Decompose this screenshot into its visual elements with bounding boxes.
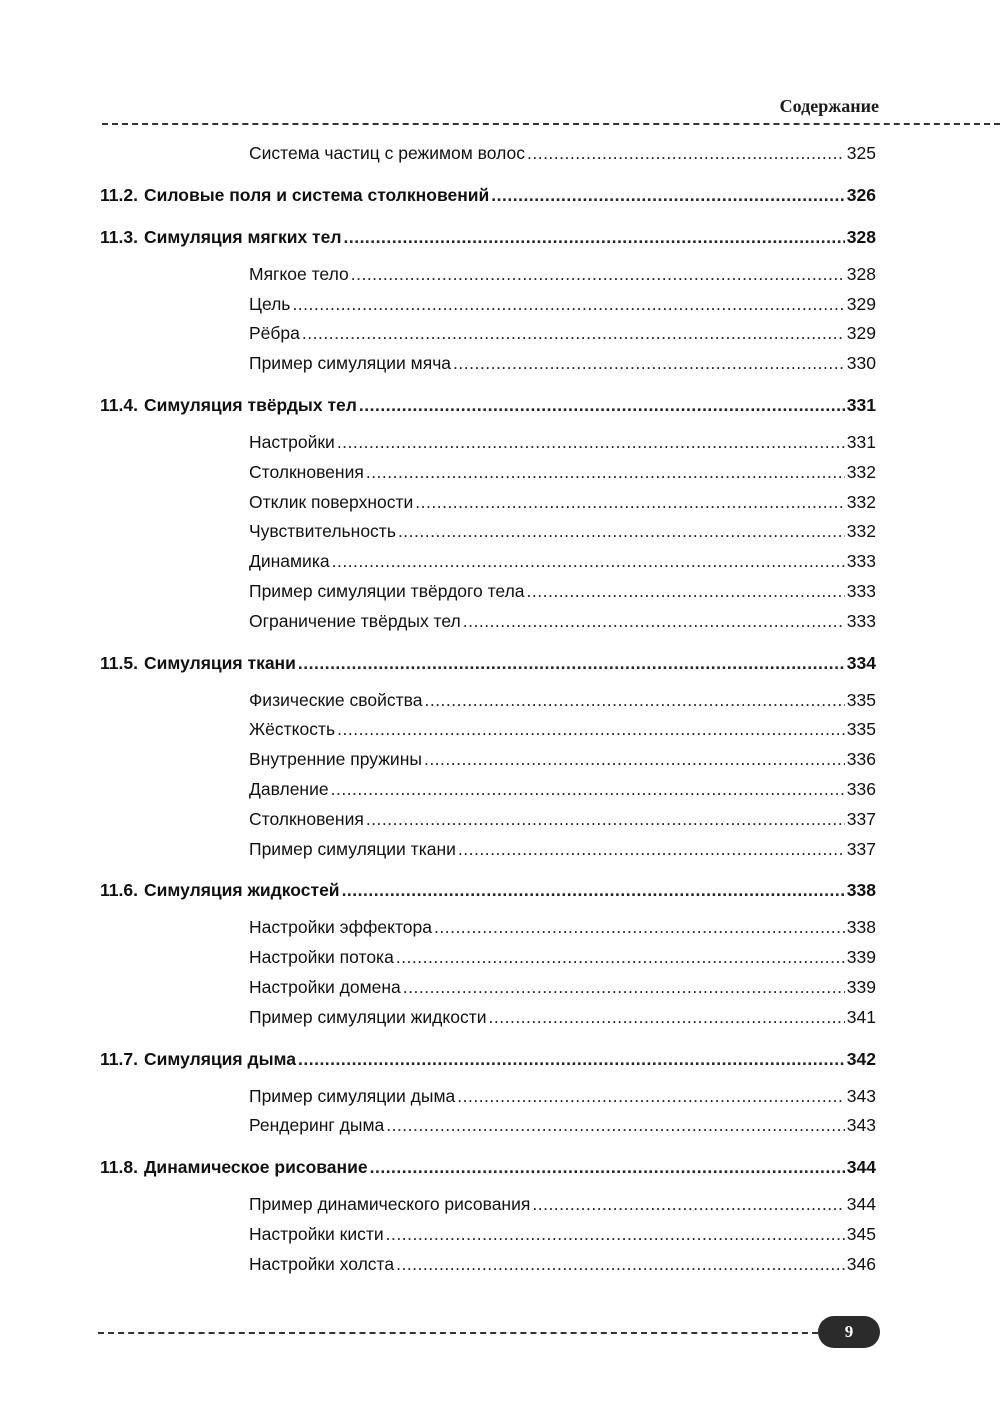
toc-section-entry[interactable] xyxy=(100,1049,876,1079)
dot-leader xyxy=(491,185,845,206)
toc-entry-title: Физические свойства xyxy=(249,689,423,710)
toc-entry-page-number: 336 xyxy=(846,749,876,770)
toc-entry-page-number: 338 xyxy=(846,917,876,938)
toc-entry-title: Настройки xyxy=(249,431,335,452)
dot-leader xyxy=(302,323,845,344)
toc-entry-title: Настройки эффектора xyxy=(249,917,432,938)
toc-entry-number: 11.7. xyxy=(100,1048,138,1069)
toc-subsection-entry[interactable] xyxy=(100,492,876,522)
header-dashed-rule xyxy=(102,123,1000,125)
running-header-title: Содержание xyxy=(779,96,879,116)
page-header xyxy=(0,94,1000,130)
toc-entry-number: 11.4. xyxy=(100,394,138,415)
toc-section-entry[interactable] xyxy=(100,227,876,257)
toc-entry-title: Чувствительность xyxy=(249,521,396,542)
toc-entry-title: Пример симуляции жидкости xyxy=(249,1006,487,1027)
toc-subsection-entry[interactable] xyxy=(100,779,876,809)
toc-entry-title: Столкновения xyxy=(249,461,364,482)
dot-leader xyxy=(434,917,845,938)
toc-subsection-entry[interactable] xyxy=(100,264,876,294)
toc-entry-title: Симуляция дыма xyxy=(143,1048,296,1069)
toc-entry-page-number: 329 xyxy=(846,323,876,344)
dot-leader xyxy=(463,611,845,632)
dot-leader xyxy=(298,653,845,674)
toc-section-entry[interactable] xyxy=(100,1157,876,1187)
dot-leader xyxy=(527,581,845,602)
dot-leader xyxy=(415,492,845,513)
dot-leader xyxy=(351,264,845,285)
toc-entry-title: Настройки домена xyxy=(249,976,401,997)
dot-leader xyxy=(457,1086,845,1107)
toc-entry-page-number: 336 xyxy=(846,778,876,799)
toc-entry-page-number: 328 xyxy=(846,226,876,247)
dot-leader xyxy=(337,432,845,453)
dot-leader xyxy=(366,809,845,830)
toc-entry-page-number: 332 xyxy=(846,491,876,512)
toc-subsection-entry[interactable] xyxy=(100,462,876,492)
toc-entry-page-number: 331 xyxy=(846,431,876,452)
toc-subsection-entry[interactable] xyxy=(100,1224,876,1254)
toc-entry-title: Пример симуляции дыма xyxy=(249,1085,456,1106)
toc-entry-title: Давление xyxy=(249,778,329,799)
toc-entry-title: Пример симуляции твёрдого тела xyxy=(249,580,525,601)
toc-subsection-entry[interactable] xyxy=(100,432,876,462)
toc-entry-title: Пример динамического рисования xyxy=(249,1194,531,1215)
toc-entry-page-number: 343 xyxy=(846,1085,876,1106)
footer-dashed-rule xyxy=(98,1332,818,1334)
dot-leader xyxy=(331,779,845,800)
toc-section-entry[interactable] xyxy=(100,653,876,683)
toc-subsection-entry[interactable] xyxy=(100,581,876,611)
toc-entry-title: Система частиц с режимом волос xyxy=(249,143,525,163)
toc-entry-page-number: 343 xyxy=(846,1115,876,1136)
dot-leader xyxy=(458,839,845,860)
toc-subsection-entry[interactable] xyxy=(100,611,876,641)
toc-entry-title: Симуляция жидкостей xyxy=(143,880,340,901)
dot-leader xyxy=(396,1254,845,1275)
dot-leader xyxy=(343,227,844,248)
toc-entry-page-number: 341 xyxy=(846,1006,876,1027)
toc-entry-page-number: 333 xyxy=(846,551,876,572)
toc-entry-page-number: 345 xyxy=(846,1223,876,1244)
toc-subsection-entry[interactable] xyxy=(100,749,876,779)
toc-subsection-entry[interactable] xyxy=(100,1194,876,1224)
dot-leader xyxy=(292,294,844,315)
toc-entry-title: Мягкое тело xyxy=(249,263,349,284)
toc-entry-title: Отклик поверхности xyxy=(249,491,414,512)
toc-entry-number: 11.6. xyxy=(100,880,138,901)
dot-leader xyxy=(342,880,845,901)
toc-entry-number: 11.8. xyxy=(100,1157,138,1178)
toc-section-entry[interactable] xyxy=(100,395,876,425)
toc-entry-page-number: 332 xyxy=(846,521,876,542)
dot-leader xyxy=(370,1157,845,1178)
dot-leader xyxy=(386,1115,845,1136)
toc-entry-number: 11.3. xyxy=(100,226,138,247)
toc-entry-title: Ограничение твёрдых тел xyxy=(249,610,461,631)
page-footer xyxy=(0,1314,1000,1354)
toc-subsection-entry[interactable] xyxy=(100,809,876,839)
toc-entry-title: Пример симуляции ткани xyxy=(249,838,456,859)
toc-entry-page-number: 344 xyxy=(846,1157,876,1178)
toc-entry-page-number: 335 xyxy=(846,689,876,710)
toc-subsection-entry[interactable] xyxy=(100,1007,876,1037)
dot-leader xyxy=(453,353,845,374)
dot-leader xyxy=(489,1007,845,1028)
dot-leader xyxy=(298,1049,845,1070)
toc-subsection-entry[interactable] xyxy=(100,353,876,383)
toc-entry-number: 11.2. xyxy=(100,184,138,205)
toc-entry-page-number: 330 xyxy=(846,353,876,374)
toc-entry-title: Настройки кисти xyxy=(249,1223,384,1244)
toc-entry-page-number: 337 xyxy=(846,808,876,829)
toc-entry-page-number: 333 xyxy=(846,580,876,601)
toc-subsection-entry[interactable] xyxy=(100,323,876,353)
toc-entry-title: Рендеринг дыма xyxy=(249,1115,385,1136)
toc-entry-page-number: 329 xyxy=(846,293,876,314)
toc-entry-page-number: 339 xyxy=(846,976,876,997)
toc-entry-page-number: 328 xyxy=(846,263,876,284)
toc-entry-title: Динамическое рисование xyxy=(143,1157,368,1178)
toc-entry-title: Жёсткость xyxy=(249,719,336,740)
toc-subsection-entry[interactable] xyxy=(100,521,876,551)
toc-subsection-entry[interactable] xyxy=(100,1086,876,1116)
dot-leader xyxy=(527,143,845,164)
dot-leader xyxy=(424,690,844,711)
dot-leader xyxy=(386,1224,845,1245)
toc-entry-page-number: 326 xyxy=(846,184,876,205)
toc-entry-page-number: 332 xyxy=(846,461,876,482)
toc-entry-page-number: 346 xyxy=(846,1253,876,1274)
toc-entry-title: Настройки холста xyxy=(249,1253,395,1274)
toc-entry-title: Рёбра xyxy=(249,323,300,344)
toc-subsection-entry[interactable] xyxy=(100,1254,876,1284)
toc-entry-title: Столкновения xyxy=(249,808,364,829)
toc-entry-title: Симуляция мягких тел xyxy=(143,226,342,247)
dot-leader xyxy=(424,749,845,770)
toc-subsection-entry[interactable] xyxy=(100,294,876,324)
dot-leader xyxy=(532,1194,844,1215)
toc-subsection-entry[interactable] xyxy=(100,1115,876,1145)
toc-entry-page-number: 335 xyxy=(846,719,876,740)
toc-entry-number: 11.5. xyxy=(100,652,138,673)
toc-subsection-entry[interactable] xyxy=(100,551,876,581)
dot-leader xyxy=(337,719,845,740)
toc-entry-page-number: 333 xyxy=(846,610,876,631)
toc-section-entry[interactable] xyxy=(100,880,876,910)
toc-subsection-entry[interactable] xyxy=(100,719,876,749)
toc-entry-page-number: 331 xyxy=(846,394,876,415)
dot-leader xyxy=(396,947,845,968)
toc-subsection-entry[interactable] xyxy=(100,917,876,947)
toc-section-entry[interactable] xyxy=(100,185,876,215)
toc-entry-title: Силовые поля и система столкновений xyxy=(143,184,490,205)
dot-leader xyxy=(403,977,845,998)
dot-leader xyxy=(359,395,845,416)
toc-subsection-entry[interactable] xyxy=(100,143,876,173)
page-number-badge: 9 xyxy=(818,1316,880,1348)
dot-leader xyxy=(332,551,845,572)
toc-entry-page-number: 325 xyxy=(846,143,876,163)
toc-entry-title: Внутренние пружины xyxy=(249,749,422,770)
toc-entry-page-number: 339 xyxy=(846,947,876,968)
toc-entry-page-number: 334 xyxy=(846,652,876,673)
toc-entry-title: Пример симуляции мяча xyxy=(249,353,452,374)
table-of-contents xyxy=(100,143,876,1284)
dot-leader xyxy=(366,462,845,483)
toc-entry-page-number: 342 xyxy=(846,1048,876,1069)
toc-entry-title: Настройки потока xyxy=(249,947,394,968)
toc-entry-page-number: 344 xyxy=(846,1194,876,1215)
toc-subsection-entry[interactable] xyxy=(100,839,876,869)
toc-entry-title: Цель xyxy=(249,293,291,314)
toc-entry-title: Симуляция ткани xyxy=(143,652,296,673)
dot-leader xyxy=(398,521,845,542)
toc-entry-title: Симуляция твёрдых тел xyxy=(143,394,357,415)
toc-subsection-entry[interactable] xyxy=(100,947,876,977)
toc-subsection-entry[interactable] xyxy=(100,977,876,1007)
toc-subsection-entry[interactable] xyxy=(100,690,876,720)
toc-entry-page-number: 338 xyxy=(846,880,876,901)
toc-entry-title: Динамика xyxy=(249,551,330,572)
toc-entry-page-number: 337 xyxy=(846,838,876,859)
